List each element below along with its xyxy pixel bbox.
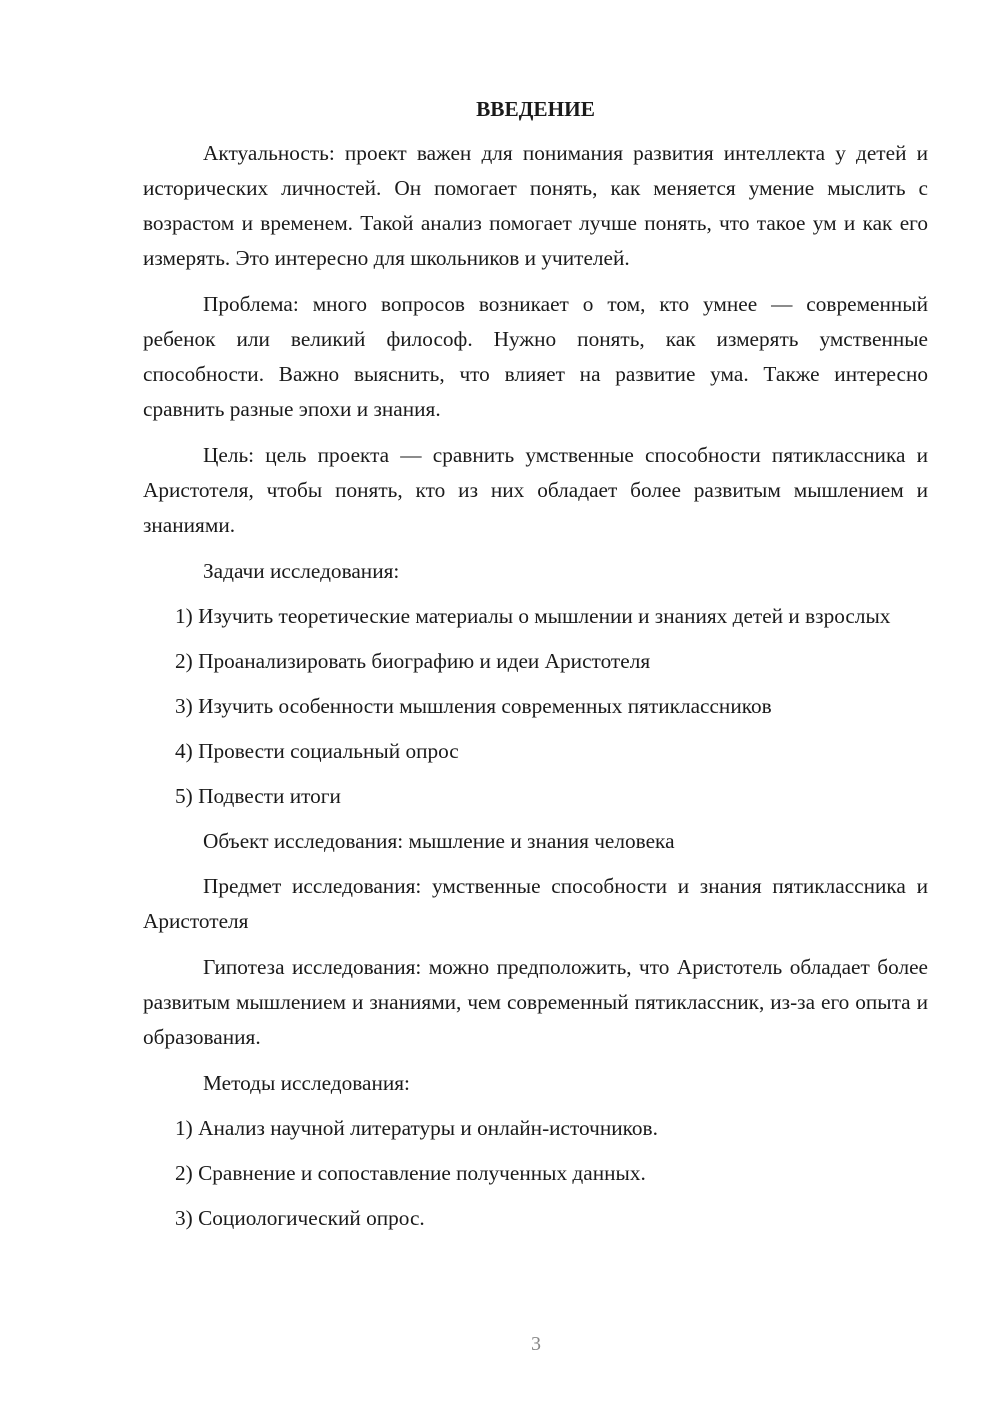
methods-heading: Методы исследования: xyxy=(203,1071,410,1095)
document-page xyxy=(143,92,928,1246)
relevance-paragraph: Актуальность: проект важен для понимания развития интеллекта у детей и исторических личностей. Он помогает понять, как меняется умение мыслить с возрастом и временем. Такой анализ помогает лучше понять, что такое ум и как его измерять. Это интересно для школьников и учителей. xyxy=(143,141,928,270)
goal-paragraph: Цель: цель проекта — сравнить умственные способности пятиклассника и Аристотеля, чтобы понять, кто из них обладает более развитым мышлением и знаниями. xyxy=(143,443,928,537)
problem-paragraph: Проблема: много вопросов возникает о том, кто умнее — современный ребенок или великий философ. Нужно понять, как измерять умственные способности. Важно выяснить, что влияет на развитие ума. Также интересно сравнить разные эпохи и знания. xyxy=(143,292,928,421)
task-item: 1) Изучить теоретические материалы о мышлении и знаниях детей и взрослых xyxy=(175,604,891,628)
page-title: ВВЕДЕНИЕ xyxy=(476,97,595,121)
task-item: 4) Провести социальный опрос xyxy=(175,739,459,763)
page-number: 3 xyxy=(531,1333,541,1355)
task-item: 2) Проанализировать биографию и идеи Аристотеля xyxy=(175,649,651,673)
hypothesis-paragraph: Гипотеза исследования: можно предположить, что Аристотель обладает более развитым мышлением и знаниями, чем современный пятиклассник, из-за его опыта и образования. xyxy=(143,955,928,1049)
subject-paragraph: Предмет исследования: умственные способности и знания пятиклассника и Аристотеля xyxy=(143,874,928,933)
tasks-heading: Задачи исследования: xyxy=(203,559,400,583)
method-item: 2) Сравнение и сопоставление полученных данных. xyxy=(175,1161,646,1185)
task-item: 5) Подвести итоги xyxy=(175,784,341,808)
method-item: 3) Социологический опрос. xyxy=(175,1206,425,1230)
object-paragraph: Объект исследования: мышление и знания человека xyxy=(203,829,675,853)
method-item: 1) Анализ научной литературы и онлайн-источников. xyxy=(175,1116,658,1140)
task-item: 3) Изучить особенности мышления современных пятиклассников xyxy=(175,694,772,718)
